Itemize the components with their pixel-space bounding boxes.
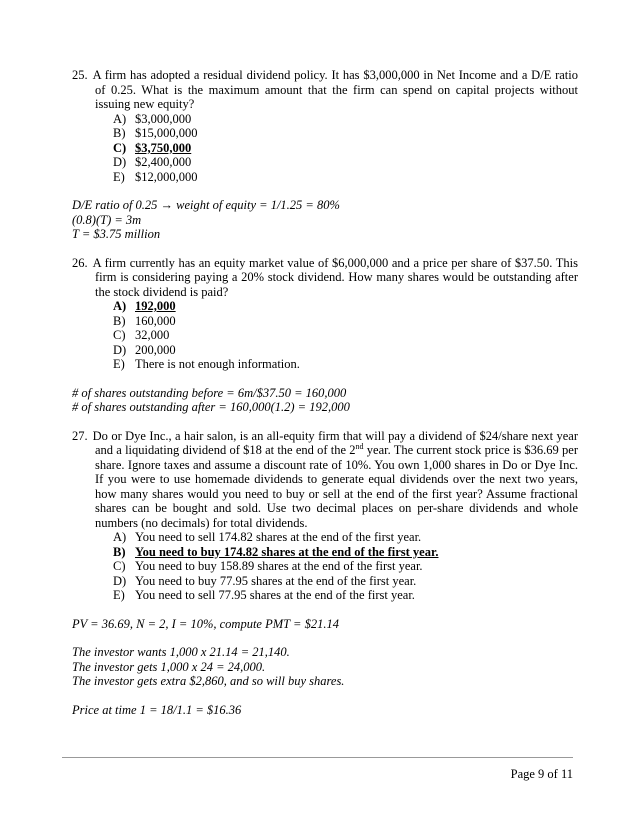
answer-option <box>113 170 578 185</box>
option-letter: E) <box>113 357 125 371</box>
solution-25 <box>72 198 578 242</box>
option-text: You need to buy 158.89 shares at the end of the first year. <box>135 559 423 573</box>
question-number: 25. <box>72 68 88 82</box>
page-number: Page 9 of 11 <box>510 767 573 781</box>
option-letter: D) <box>113 573 127 588</box>
answer-option <box>113 559 578 574</box>
solution-block <box>72 645 578 689</box>
answer-option <box>113 343 578 358</box>
page-content <box>72 68 578 731</box>
answer-option <box>113 314 578 329</box>
question-27-paragraph <box>72 429 578 531</box>
solution-line: Price at time 1 = 18/1.1 = $16.36 <box>72 702 242 717</box>
solution-line: T = $3.75 million <box>72 227 161 241</box>
question-number: 27. <box>72 428 88 443</box>
answer-option <box>113 299 578 314</box>
option-letter: B) <box>113 313 126 328</box>
solution-line: D/E ratio of 0.25 → weight of equity = 1/1.25 = 80% <box>72 198 340 212</box>
solution-line: # of shares outstanding after = 160,000(1.2) = 192,000 <box>72 400 350 414</box>
option-text: $15,000,000 <box>135 126 198 140</box>
question-26-paragraph <box>72 256 578 300</box>
option-text: 200,000 <box>135 342 176 357</box>
solution-line: (0.8)(T) = 3m <box>72 212 142 227</box>
option-text: 160,000 <box>135 313 176 328</box>
answer-option <box>113 141 578 156</box>
option-letter: E) <box>113 169 125 184</box>
solution-line: # of shares outstanding before = 6m/$37.50 = 160,000 <box>72 385 347 400</box>
option-letter: B) <box>113 544 126 559</box>
option-text: You need to buy 174.82 shares at the end of the first year. <box>135 544 439 559</box>
question-26 <box>72 256 578 372</box>
option-letter: C) <box>113 328 126 342</box>
option-letter: E) <box>113 588 125 602</box>
option-letter: A) <box>113 111 127 126</box>
option-text: There is not enough information. <box>135 357 300 371</box>
question-text <box>93 429 578 530</box>
option-text: $12,000,000 <box>135 169 198 184</box>
solution-line: The investor gets 1,000 x 24 = 24,000. <box>72 659 266 674</box>
option-letter: C) <box>113 140 127 155</box>
answer-option <box>113 328 578 343</box>
option-letter: C) <box>113 559 126 573</box>
answer-option <box>113 545 578 560</box>
answer-option <box>113 112 578 127</box>
solution-line: The investor gets extra $2,860, and so will buy shares. <box>72 674 345 688</box>
question-25-options <box>113 112 578 185</box>
solution-line: The investor wants 1,000 x 21.14 = 21,140. <box>72 645 290 659</box>
option-letter: A) <box>113 530 127 544</box>
option-text: 32,000 <box>135 328 170 342</box>
question-text-before-superscript: Do or Dye Inc., a hair salon, is an all-equity firm that will pay a dividend of $24/share next year and a liquidating dividend of $18 at the end of the 2 <box>92 428 578 457</box>
question-number: 26. <box>72 255 88 270</box>
question-text: A firm currently has an equity market value of $6,000,000 and a price per share of $37.50. This firm is considering paying a 20% stock dividend. How many shares would be outstanding after the stock dividend is paid? <box>92 255 578 299</box>
answer-option <box>113 357 578 372</box>
question-27 <box>72 429 578 603</box>
option-letter: D) <box>113 342 127 357</box>
solution-line: PV = 36.69, N = 2, I = 10%, compute PMT = $21.14 <box>72 616 339 631</box>
solution-block <box>72 703 578 718</box>
answer-option <box>113 126 578 141</box>
option-letter: D) <box>113 155 127 169</box>
option-text: $3,750,000 <box>135 140 192 155</box>
question-25-paragraph <box>72 68 578 112</box>
option-text: You need to buy 77.95 shares at the end of the first year. <box>135 573 417 588</box>
page-footer <box>62 757 573 782</box>
option-text: 192,000 <box>135 299 176 313</box>
option-text: $3,000,000 <box>135 111 192 126</box>
option-text: $2,400,000 <box>135 155 192 169</box>
option-text: You need to sell 77.95 shares at the end of the first year. <box>135 588 415 602</box>
question-25 <box>72 68 578 184</box>
option-letter: A) <box>113 299 127 313</box>
ordinal-superscript: nd <box>355 441 364 451</box>
question-text-after-superscript: year. The current stock price is $36.69 per share. Ignore taxes and assume a discount rate of 10%. You own 1,000 shares in Do or Dye Inc. If you were to use homemade dividends to generate equal dividends over the next two years, how many shares would you need to buy or sell at the end of the first year? Assume fractional shares can be bought and sold. Use two decimal places on per-share dividends and whole numbers (no decimals) for total dividends. <box>95 443 578 530</box>
solution-27 <box>72 617 578 718</box>
solution-block <box>72 617 578 632</box>
solution-26 <box>72 386 578 415</box>
answer-option <box>113 530 578 545</box>
question-26-options <box>113 299 578 372</box>
answer-option <box>113 574 578 589</box>
answer-option <box>113 588 578 603</box>
question-27-options <box>113 530 578 603</box>
option-text: You need to sell 174.82 shares at the end of the first year. <box>135 530 422 544</box>
answer-option <box>113 155 578 170</box>
question-text: A firm has adopted a residual dividend policy. It has $3,000,000 in Net Income and a D/E ratio of 0.25. What is the maximum amount that the firm can spend on capital projects without issuing new equity? <box>92 68 578 111</box>
option-letter: B) <box>113 126 126 140</box>
